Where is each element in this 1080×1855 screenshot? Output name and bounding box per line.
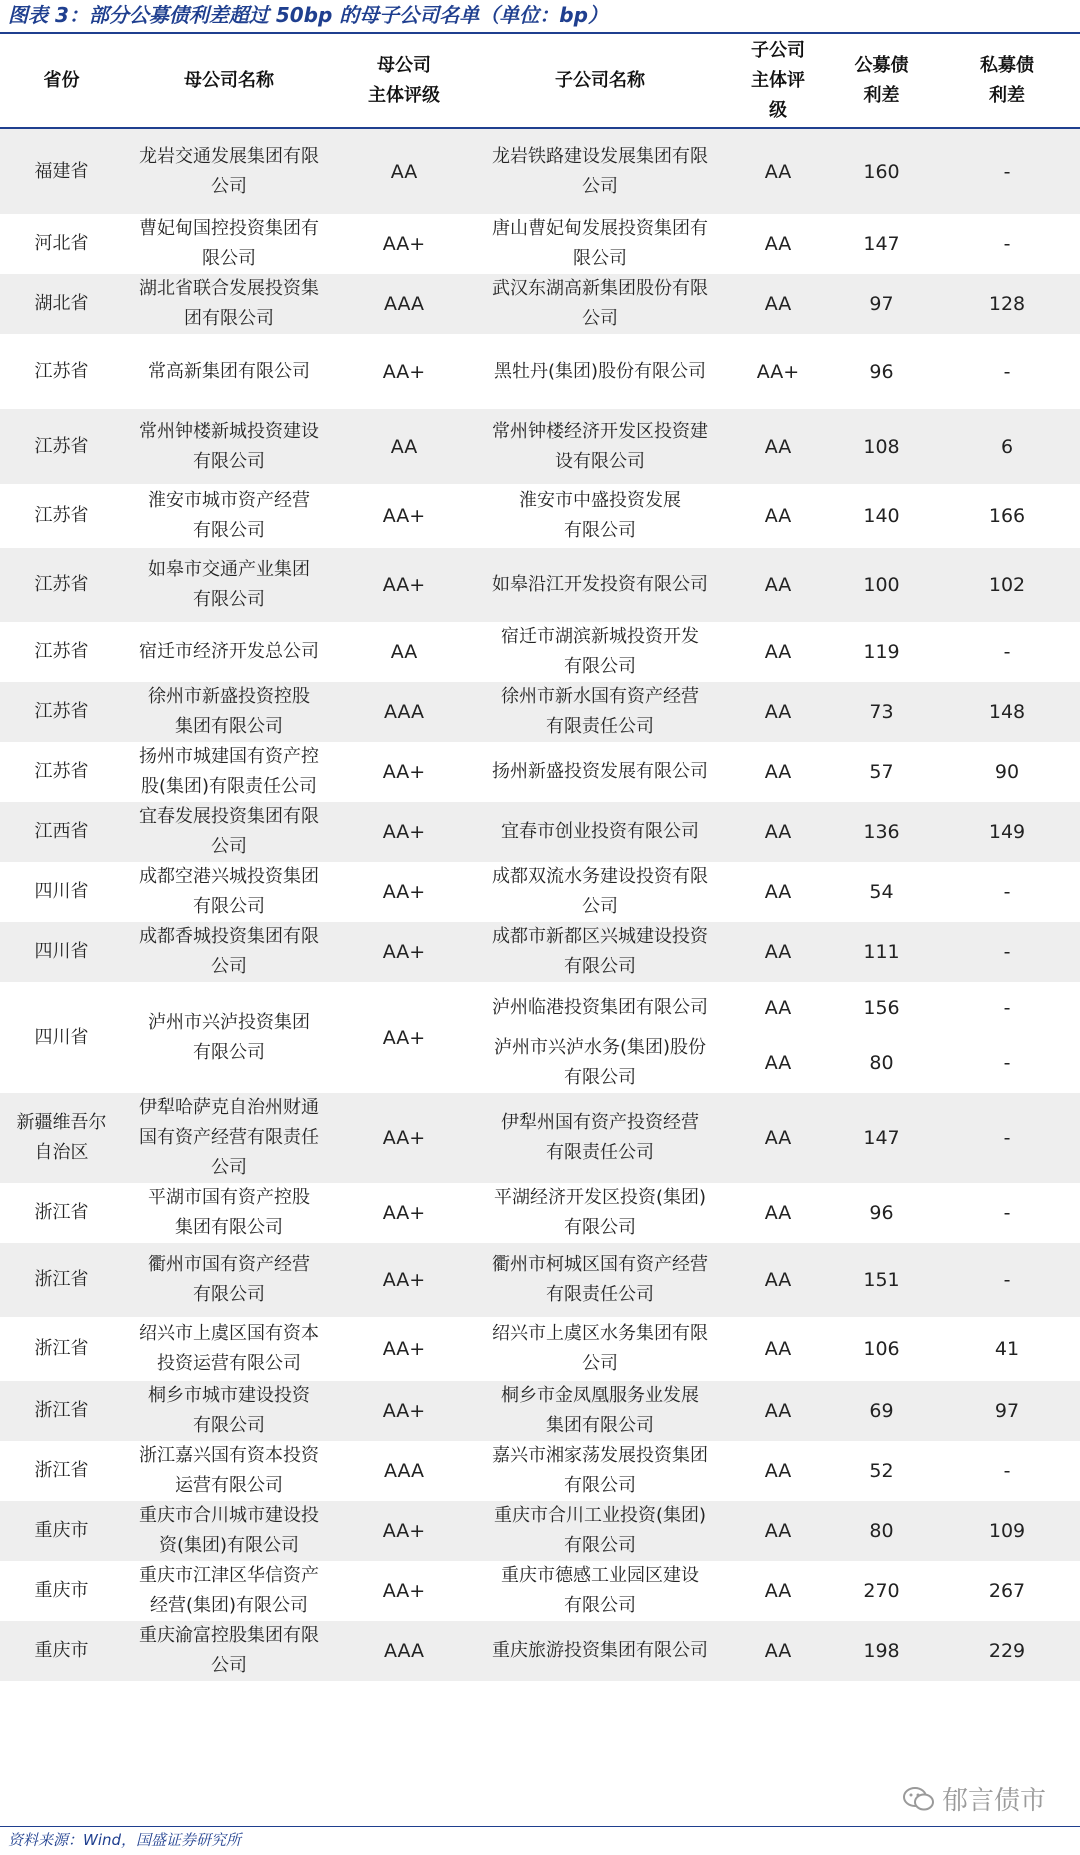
cell-public-spread: 97 xyxy=(829,274,934,334)
cell-parent-rating: AAA xyxy=(335,1621,473,1681)
table-row xyxy=(0,742,1080,802)
cell-public-spread: 151 xyxy=(829,1243,934,1317)
cell-sub-name: 平湖经济开发区投资(集团) 有限公司 xyxy=(493,1187,707,1238)
cell-sub-rating: AA xyxy=(764,1460,792,1482)
cell-sub-name: 绍兴市上虞区水务集团有限 公司 xyxy=(492,1323,708,1374)
cell-sub-rating: AA xyxy=(727,1501,829,1561)
cell-parent-name: 成都空港兴城投资集团 有限公司 xyxy=(139,866,319,917)
cell-province: 江苏省 xyxy=(0,409,123,484)
cell-province: 浙江省 xyxy=(0,1381,123,1441)
table-row xyxy=(0,622,1080,682)
cell-sub-name: 黑牡丹(集团)股份有限公司 xyxy=(493,360,707,382)
cell-public-spread: 69 xyxy=(829,1381,934,1441)
cell-private-spread: - xyxy=(1003,1460,1011,1482)
table-row xyxy=(0,1183,1080,1243)
cell-sub-name: 衢州市柯城区国有资产经营 有限责任公司 xyxy=(473,1243,727,1317)
cell-public-spread: 52 xyxy=(869,1460,894,1482)
cell-private-spread: 90 xyxy=(994,761,1020,783)
cell-parent-rating: AAA xyxy=(335,682,473,742)
cell-sub-name: 成都双流水务建设投资有限 公司 xyxy=(492,866,708,917)
cell-parent-name: 常州钟楼新城投资建设 有限公司 xyxy=(123,409,335,484)
table-row xyxy=(0,274,1080,334)
cell-public-spread: 270 xyxy=(863,1580,900,1602)
cell-sub-name: 桐乡市金凤凰服务业发展 集团有限公司 xyxy=(473,1381,727,1441)
cell-province: 江苏省 xyxy=(34,761,89,782)
cell-private-spread: - xyxy=(934,1093,1080,1183)
cell-private-spread: 41 xyxy=(994,1338,1020,1360)
cell-sub-rating: AA xyxy=(727,128,829,214)
figure-title: 图表 3：部分公募债利差超过 50bp 的母子公司名单（单位：bp） xyxy=(8,3,608,27)
cell-public-spread: 54 xyxy=(869,881,894,903)
cell-province: 江苏省 xyxy=(34,360,89,382)
cell-sub-name: 常州钟楼经济开发区投资建 设有限公司 xyxy=(473,409,727,484)
cell-sub-rating: AA xyxy=(727,1243,829,1317)
cell-parent-name: 泸州市兴泸投资集团 有限公司 xyxy=(148,1011,310,1063)
header-private-spread: 私募债 利差 xyxy=(934,34,1080,128)
cell-province: 四川省 xyxy=(34,881,89,902)
table-row xyxy=(0,1621,1080,1681)
cell-province: 重庆市 xyxy=(0,1621,123,1681)
wechat-icon xyxy=(902,1785,936,1813)
cell-private-spread: - xyxy=(1003,1202,1011,1224)
cell-parent-name: 常高新集团有限公司 xyxy=(148,360,310,382)
cell-parent-name: 重庆市江津区华信资产 经营(集团)有限公司 xyxy=(139,1565,319,1616)
cell-parent-name: 宜春发展投资集团有限 公司 xyxy=(123,802,335,862)
cell-sub-name: 成都市新都区兴城建设投资 有限公司 xyxy=(473,922,727,982)
cell-parent-rating: AA+ xyxy=(382,1338,426,1360)
cell-sub-name: 嘉兴市湘家荡发展投资集团 有限公司 xyxy=(492,1445,708,1496)
table-row xyxy=(0,484,1080,548)
cell-parent-rating: AA+ xyxy=(335,548,473,622)
cell-parent-name: 成都香城投资集团有限 公司 xyxy=(123,922,335,982)
table-row xyxy=(0,682,1080,742)
cell-sub-rating: AA xyxy=(727,1093,829,1183)
cell-sub-rating: AA xyxy=(727,802,829,862)
watermark xyxy=(902,1780,1046,1817)
table-row xyxy=(0,334,1080,409)
cell-sub-rating: AA xyxy=(764,761,792,783)
cell-sub-name: 如皋沿江开发投资有限公司 xyxy=(473,548,727,622)
cell-parent-name: 浙江嘉兴国有资本投资 运营有限公司 xyxy=(139,1445,319,1496)
table-row xyxy=(0,128,1080,214)
table-row xyxy=(0,548,1080,622)
table-row xyxy=(0,1441,1080,1501)
cell-province: 江苏省 xyxy=(0,682,123,742)
cell-sub-name: 龙岩铁路建设发展集团有限 公司 xyxy=(473,128,727,214)
cell-sub-name: 伊犁州国有资产投资经营 有限责任公司 xyxy=(473,1093,727,1183)
watermark-text: 郁言债市 xyxy=(941,1786,1046,1816)
cell-private-spread: 267 xyxy=(988,1580,1026,1602)
cell-parent-rating: AA+ xyxy=(382,360,426,383)
cell-private-spread: 229 xyxy=(934,1621,1080,1681)
cell-private-spread: - xyxy=(1003,233,1011,255)
header-sub-rating: 子公司 主体评 级 xyxy=(727,34,829,128)
cell-parent-rating: AAA xyxy=(335,274,473,334)
cell-sub-rating: AA xyxy=(727,922,829,982)
table-row xyxy=(0,922,1080,982)
cell-sub-name: 宿迁市湖滨新城投资开发 有限公司 xyxy=(501,626,699,677)
cell-public-spread: 106 xyxy=(863,1338,900,1360)
cell-sub-name: 扬州新盛投资发展有限公司 xyxy=(492,761,708,782)
cell-sub-name: 淮安市中盛投资发展 有限公司 xyxy=(519,490,681,541)
cell-sub-rating: AA xyxy=(764,1202,792,1224)
cell-parent-name: 如皋市交通产业集团 有限公司 xyxy=(123,548,335,622)
cell-private-spread: 109 xyxy=(934,1501,1080,1561)
cell-province: 四川省 xyxy=(0,922,123,982)
cell-parent-name: 扬州市城建国有资产控 股(集团)有限责任公司 xyxy=(139,746,319,797)
cell-sub-rating: AA xyxy=(764,1580,792,1602)
table-row xyxy=(0,982,1080,1033)
cell-private-spread: - xyxy=(1003,881,1011,903)
table-row xyxy=(0,409,1080,484)
cell-public-spread: 119 xyxy=(863,641,900,663)
table-body xyxy=(0,128,1080,1681)
table-row xyxy=(0,1501,1080,1561)
cell-province: 新疆维吾尔 自治区 xyxy=(0,1093,123,1183)
cell-private-spread: 97 xyxy=(934,1381,1080,1441)
cell-sub-rating: AA xyxy=(764,1338,792,1360)
table-row xyxy=(0,802,1080,862)
cell-province: 江西省 xyxy=(0,802,123,862)
cell-sub-name: 唐山曹妃甸发展投资集团有 限公司 xyxy=(492,218,708,269)
cell-sub-rating: AA xyxy=(764,996,792,1019)
cell-parent-rating: AA+ xyxy=(335,1381,473,1441)
cell-parent-name: 绍兴市上虞区国有资本 投资运营有限公司 xyxy=(139,1323,319,1374)
cell-parent-rating: AA+ xyxy=(335,922,473,982)
cell-public-spread: 160 xyxy=(829,128,934,214)
cell-public-spread: 111 xyxy=(829,922,934,982)
cell-private-spread: - xyxy=(1003,1052,1011,1074)
table-row xyxy=(0,1381,1080,1441)
cell-public-spread: 96 xyxy=(869,360,894,383)
table-row xyxy=(0,1561,1080,1621)
cell-sub-name: 重庆市德感工业园区建设 有限公司 xyxy=(501,1565,699,1616)
cell-parent-name: 衢州市国有资产经营 有限公司 xyxy=(123,1243,335,1317)
cell-private-spread: - xyxy=(934,1243,1080,1317)
cell-public-spread: 147 xyxy=(863,233,900,255)
cell-sub-name: 泸州市兴泸水务(集团)股份 有限公司 xyxy=(493,1037,707,1088)
cell-parent-rating: AA+ xyxy=(382,1026,426,1049)
cell-public-spread: 73 xyxy=(829,682,934,742)
cell-private-spread: - xyxy=(1003,360,1011,383)
cell-parent-rating: AA+ xyxy=(382,233,426,255)
cell-parent-rating: AA+ xyxy=(382,881,426,903)
cell-private-spread: - xyxy=(1003,996,1011,1019)
cell-province: 浙江省 xyxy=(0,1243,123,1317)
cell-sub-rating: AA xyxy=(764,1052,792,1074)
cell-sub-rating: AA xyxy=(727,274,829,334)
header-public-spread: 公募债 利差 xyxy=(829,34,934,128)
cell-sub-rating: AA xyxy=(764,505,792,527)
cell-parent-name: 曹妃甸国控投资集团有 限公司 xyxy=(139,218,319,269)
cell-public-spread: 140 xyxy=(863,505,900,527)
cell-public-spread: 147 xyxy=(829,1093,934,1183)
cell-parent-name: 徐州市新盛投资控股 集团有限公司 xyxy=(123,682,335,742)
cell-sub-rating: AA xyxy=(764,881,792,903)
footer-divider xyxy=(0,1826,1080,1827)
cell-private-spread: - xyxy=(1003,641,1011,663)
cell-parent-rating: AA+ xyxy=(382,505,426,527)
cell-sub-rating: AA xyxy=(764,233,792,255)
header-row xyxy=(0,34,1080,128)
source-note: 资料来源：Wind，国盛证券研究所 xyxy=(8,1831,242,1849)
cell-private-spread: 102 xyxy=(934,548,1080,622)
cell-parent-rating: AA+ xyxy=(335,1501,473,1561)
cell-parent-rating: AA xyxy=(390,641,418,663)
cell-public-spread: 96 xyxy=(869,1202,894,1224)
cell-parent-name: 重庆市合川城市建设投 资(集团)有限公司 xyxy=(123,1501,335,1561)
cell-parent-name: 伊犁哈萨克自治州财通 国有资产经营有限责任 公司 xyxy=(123,1093,335,1183)
cell-public-spread: 156 xyxy=(863,996,900,1019)
cell-sub-name: 重庆市合川工业投资(集团) 有限公司 xyxy=(473,1501,727,1561)
cell-province: 浙江省 xyxy=(34,1338,89,1359)
header-sub-name: 子公司名称 xyxy=(473,34,727,128)
cell-public-spread: 80 xyxy=(829,1501,934,1561)
table-row xyxy=(0,862,1080,922)
header-parent-name: 母公司名称 xyxy=(123,34,335,128)
cell-public-spread: 57 xyxy=(869,761,894,783)
cell-public-spread: 108 xyxy=(829,409,934,484)
cell-private-spread: 148 xyxy=(934,682,1080,742)
cell-province: 江苏省 xyxy=(34,641,89,662)
cell-province: 湖北省 xyxy=(0,274,123,334)
cell-sub-name: 武汉东湖高新集团股份有限 公司 xyxy=(473,274,727,334)
cell-parent-rating: AA+ xyxy=(382,1580,426,1602)
cell-parent-rating: AA+ xyxy=(382,1202,426,1224)
table-row xyxy=(0,214,1080,274)
cell-parent-name: 桐乡市城市建设投资 有限公司 xyxy=(123,1381,335,1441)
cell-sub-rating: AA xyxy=(764,641,792,663)
table-row xyxy=(0,1243,1080,1317)
header-parent-rating: 母公司 主体评级 xyxy=(335,34,473,128)
cell-sub-name: 泸州临港投资集团有限公司 xyxy=(492,996,708,1018)
cell-private-spread: - xyxy=(934,128,1080,214)
cell-public-spread: 198 xyxy=(829,1621,934,1681)
cell-sub-name: 徐州市新水国有资产经营 有限责任公司 xyxy=(473,682,727,742)
cell-parent-name: 湖北省联合发展投资集 团有限公司 xyxy=(123,274,335,334)
cell-private-spread: 6 xyxy=(934,409,1080,484)
cell-sub-rating: AA+ xyxy=(756,360,800,383)
cell-sub-rating: AA xyxy=(727,409,829,484)
cell-province: 四川省 xyxy=(34,1026,89,1048)
table-row xyxy=(0,1093,1080,1183)
cell-parent-rating: AA xyxy=(335,128,473,214)
cell-private-spread: - xyxy=(934,922,1080,982)
cell-parent-name: 重庆渝富控股集团有限 公司 xyxy=(123,1621,335,1681)
cell-province: 重庆市 xyxy=(0,1501,123,1561)
cell-sub-name: 重庆旅游投资集团有限公司 xyxy=(473,1621,727,1681)
cell-parent-name: 平湖市国有资产控股 集团有限公司 xyxy=(148,1187,310,1238)
cell-sub-name: 宜春市创业投资有限公司 xyxy=(473,802,727,862)
cell-public-spread: 100 xyxy=(829,548,934,622)
cell-province: 浙江省 xyxy=(34,1202,89,1223)
cell-province: 福建省 xyxy=(0,128,123,214)
cell-province: 重庆市 xyxy=(34,1580,89,1601)
table-row xyxy=(0,1317,1080,1381)
cell-parent-name: 龙岩交通发展集团有限 公司 xyxy=(123,128,335,214)
cell-sub-rating: AA xyxy=(727,1381,829,1441)
cell-parent-rating: AAA xyxy=(383,1460,425,1482)
cell-province: 河北省 xyxy=(34,233,89,254)
cell-parent-name: 宿迁市经济开发总公司 xyxy=(139,641,319,662)
cell-public-spread: 80 xyxy=(869,1052,894,1074)
cell-parent-name: 淮安市城市资产经营 有限公司 xyxy=(148,490,310,541)
spread-table xyxy=(0,34,1080,1681)
cell-sub-rating: AA xyxy=(727,1621,829,1681)
cell-parent-rating: AA+ xyxy=(382,761,426,783)
cell-public-spread: 136 xyxy=(829,802,934,862)
cell-parent-rating: AA xyxy=(335,409,473,484)
cell-province: 浙江省 xyxy=(34,1460,89,1481)
cell-parent-rating: AA+ xyxy=(335,802,473,862)
cell-province: 江苏省 xyxy=(0,548,123,622)
cell-private-spread: 166 xyxy=(988,505,1026,527)
cell-sub-rating: AA xyxy=(727,682,829,742)
cell-sub-rating: AA xyxy=(727,548,829,622)
header-province: 省份 xyxy=(0,34,123,128)
cell-parent-rating: AA+ xyxy=(335,1093,473,1183)
cell-province: 江苏省 xyxy=(34,505,89,526)
cell-parent-rating: AA+ xyxy=(335,1243,473,1317)
cell-private-spread: 149 xyxy=(934,802,1080,862)
cell-private-spread: 128 xyxy=(934,274,1080,334)
